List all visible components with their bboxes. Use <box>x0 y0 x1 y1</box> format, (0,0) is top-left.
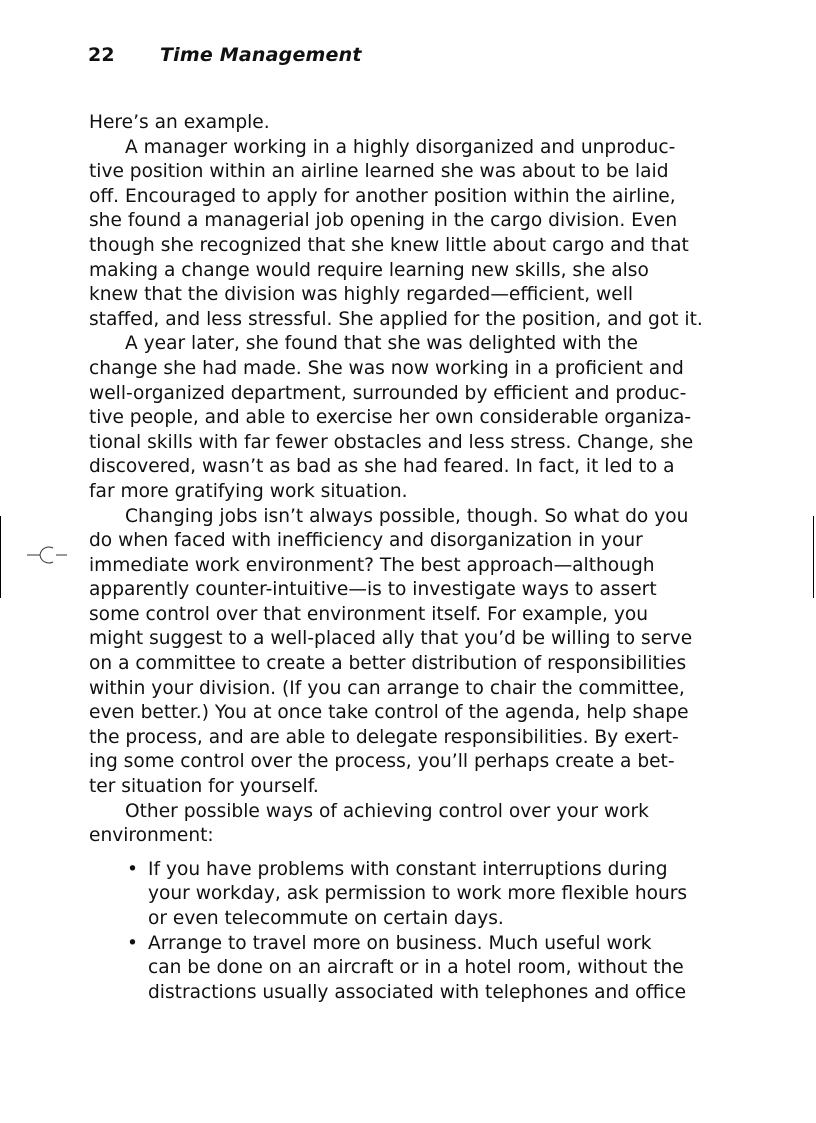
paragraph-intro <box>89 111 729 136</box>
text-line: your workday, ask permission to work more flexible hours <box>148 883 688 905</box>
bullet-dot: • <box>127 932 138 954</box>
text-line: change she had made. She was now working in a proficient and <box>89 357 684 379</box>
running-head <box>88 44 362 66</box>
text-line: staffed, and less stressful. She applied for the position, and got it. <box>89 308 703 330</box>
registration-mark-icon <box>27 542 67 568</box>
text-line: on a committee to create a better distribution of responsibilities <box>89 653 687 675</box>
text-line: If you have problems with constant interruptions during <box>148 858 668 880</box>
text-line: the process, and are able to delegate responsibilities. By exert- <box>89 726 679 748</box>
crop-mark-left <box>0 516 1 598</box>
text-line: though she recognized that she knew little about cargo and that <box>89 234 689 256</box>
paragraph-year-later <box>89 332 729 504</box>
bullet-list <box>89 858 729 1006</box>
text-line: environment: <box>89 825 214 847</box>
text-line: tive position within an airline learned she was about to be laid <box>89 161 669 183</box>
text-line: might suggest to a well-placed ally that you’d be willing to serve <box>89 628 693 650</box>
text-line: distractions usually associated with telephones and office <box>148 981 687 1003</box>
text-line: Here’s an example. <box>89 112 270 133</box>
text-line: tional skills with far fewer obstacles and less stress. Change, she <box>89 431 694 453</box>
paragraph-changing-jobs <box>89 505 729 800</box>
text-line: Changing jobs isn’t always possible, though. So what do you <box>125 505 689 527</box>
chapter-title: Time Management <box>160 44 362 66</box>
text-line: do when faced with inefficiency and disorganization in your <box>89 530 643 552</box>
bullet-dot: • <box>127 858 138 880</box>
text-line: she found a managerial job opening in the cargo division. Even <box>89 210 678 232</box>
text-line: A year later, she found that she was delighted with the <box>125 333 638 355</box>
text-line: off. Encouraged to apply for another position within the airline, <box>89 185 676 207</box>
bullet-item <box>89 858 729 932</box>
bullet-item <box>89 932 729 1006</box>
text-line: immediate work environment? The best approach—although <box>89 554 655 576</box>
crop-mark-right <box>813 516 814 598</box>
text-line: can be done on an aircraft or in a hotel room, without the <box>148 957 684 979</box>
text-line: tive people, and able to exercise her own considerable organiza- <box>89 407 692 429</box>
text-line: or even telecommute on certain days. <box>148 908 504 929</box>
text-line: Other possible ways of achieving control over your work <box>125 800 649 822</box>
paragraph-manager-example <box>89 136 729 333</box>
text-line: ing some control over the process, you’ll perhaps create a bet- <box>89 751 675 773</box>
page-number: 22 <box>88 44 115 66</box>
text-line: far more gratifying work situation. <box>89 480 408 502</box>
text-line: some control over that environment itself. For example, you <box>89 603 649 625</box>
text-line: Arrange to travel more on business. Much useful work <box>148 932 652 954</box>
text-line: discovered, wasn’t as bad as she had feared. In fact, it led to a <box>89 456 675 478</box>
paragraph-other-ways <box>89 800 729 849</box>
body-text <box>89 111 729 1005</box>
text-line: making a change would require learning new skills, she also <box>89 259 649 281</box>
text-line: ter situation for yourself. <box>89 776 319 798</box>
text-line: within your division. (If you can arrange to chair the committee, <box>89 677 685 699</box>
text-line: A manager working in a highly disorganized and unproduc- <box>125 136 676 158</box>
text-line: apparently counter-intuitive—is to investigate ways to assert <box>89 579 657 601</box>
text-line: knew that the division was highly regarded—efficient, well <box>89 284 634 306</box>
text-line: even better.) You at once take control of the agenda, help shape <box>89 702 689 724</box>
text-line: well-organized department, surrounded by efficient and produc- <box>89 382 687 404</box>
